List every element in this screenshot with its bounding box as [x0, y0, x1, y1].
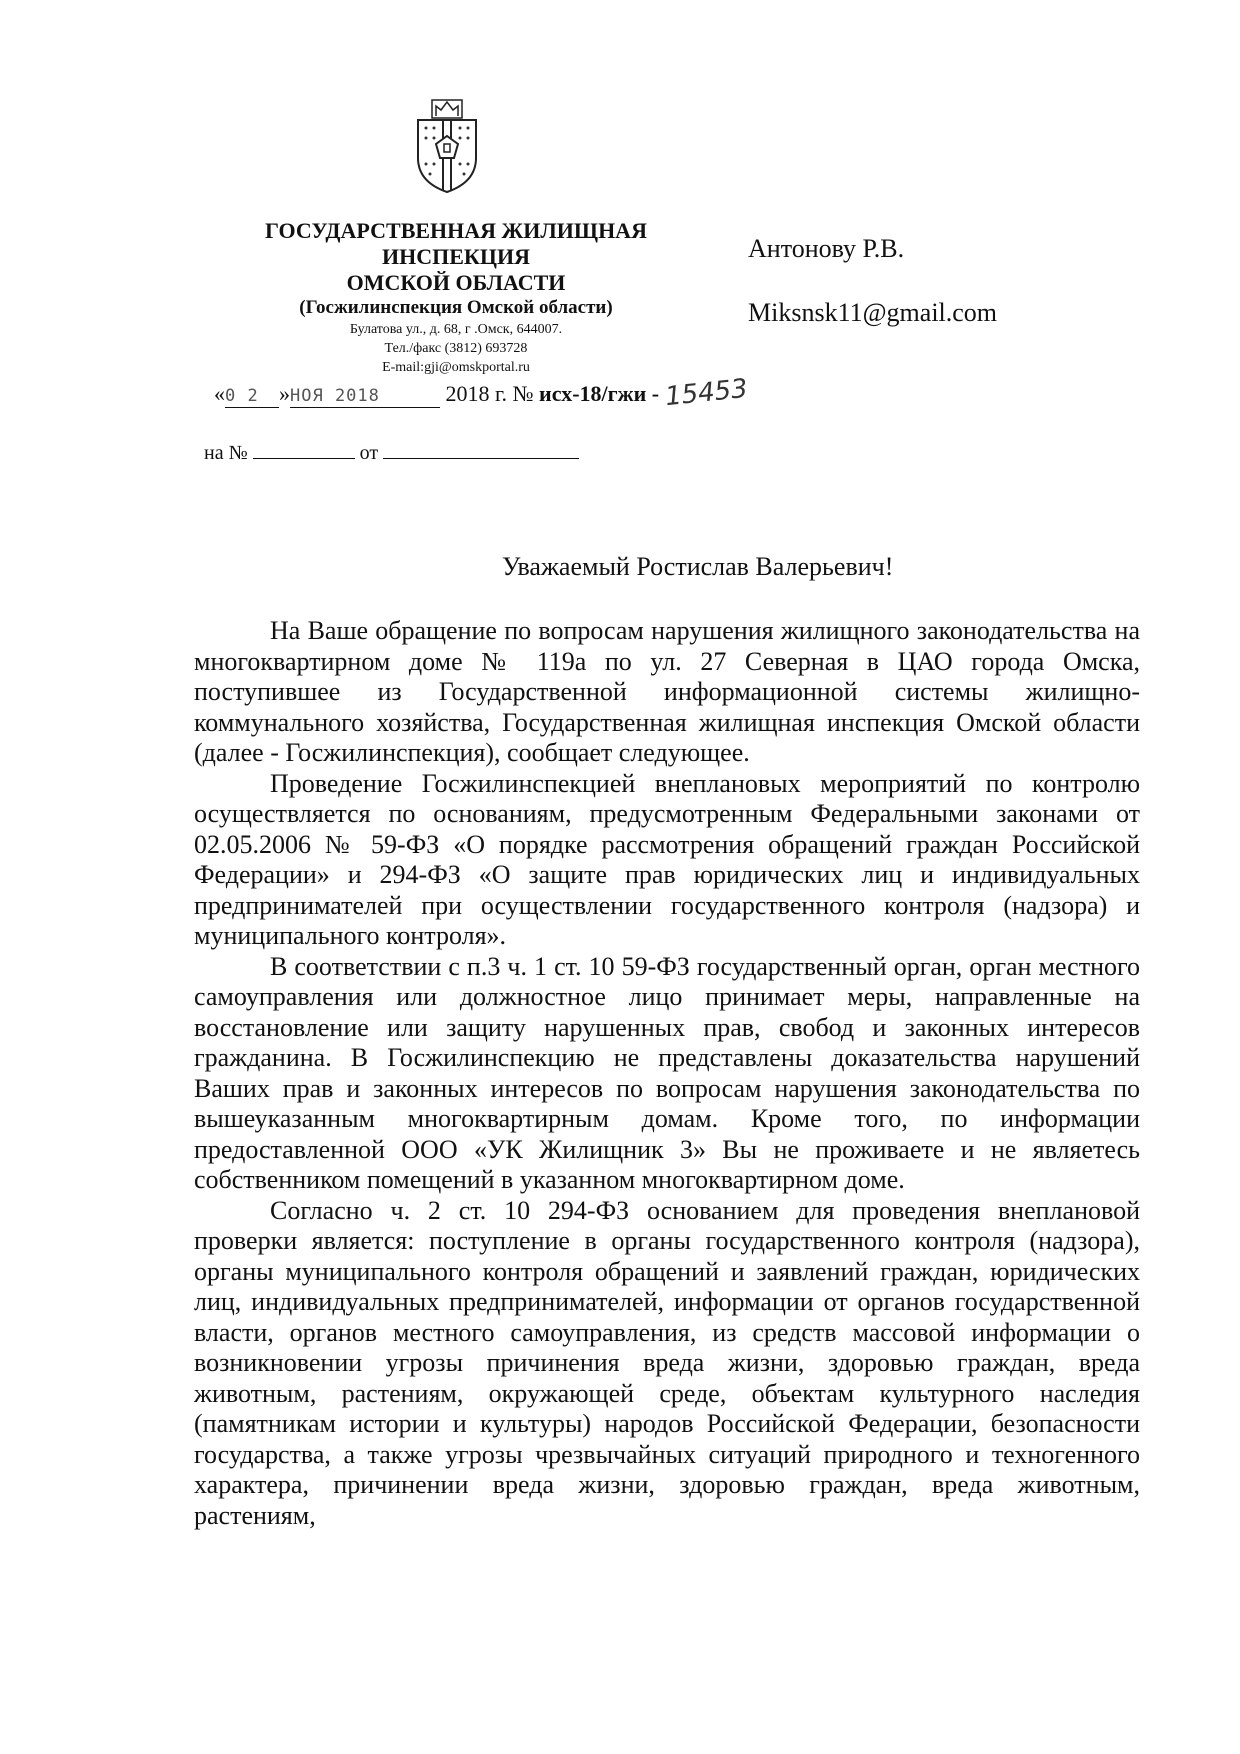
outgoing-year-label: 2018 г. № [445, 381, 534, 406]
organization-header [250, 218, 662, 320]
reference-number-blank [253, 458, 355, 459]
date-month-stamp: НОЯ 2018 [290, 386, 380, 406]
org-address: Булатова ул., д. 68, г .Омск, 644007. [349, 322, 563, 337]
close-quote: » [279, 381, 290, 406]
paragraph-2: Проведение Госжилинспекцией внеплановых мероприятий по контролю осуществляется по основаниям, предусмотренным Федеральными законами от 02.05.2006 № 59-ФЗ «О порядке рассмотрения обращений граждан Российской Федерации» и 294-ФЗ «О защите прав юридических лиц и индивидуальных предпринимателей при осуществлении государственного контроля (надзора) и муниципального контроля». [194, 768, 1140, 950]
recipient-name: Антонову Р.В. [748, 234, 905, 263]
outgoing-number-prefix: исх-18/гжи - [539, 381, 660, 406]
outgoing-date-number-line [214, 373, 749, 413]
recipient-email: Miksnsk11@gmail.com [748, 298, 998, 327]
greeting: Уважаемый Ростислав Валерьевич! [502, 552, 894, 581]
reference-line [204, 442, 579, 465]
org-name-line-1: ГОСУДАРСТВЕННАЯ ЖИЛИЩНАЯ [265, 218, 647, 243]
paragraph-3: В соответствии с п.3 ч. 1 ст. 10 59-ФЗ государственный орган, орган местного самоуправления или должностное лицо принимает меры, направленные на восстановление или защиту нарушенных прав, свобод и законных интересов гражданина. В Госжилинспекцию не представлены доказательства нарушений Ваших прав и законных интересов по вопросам нарушения законодательства по вышеуказанным многоквартирным домам. Кроме того, по информации предоставленной ООО «УК Жилищник 3» Вы не проживаете и не являетесь собственником помещений в указанном многоквартирном доме. [194, 951, 1140, 1194]
org-short-name: (Госжилинспекция Омской области) [299, 297, 613, 318]
handwritten-outgoing-number: 15453 [663, 373, 749, 413]
reference-date-blank [383, 458, 579, 459]
paragraph-1: На Ваше обращение по вопросам нарушения жилищного законодательства на многоквартирном доме № 119а по ул. 27 Северная в ЦАО города Омска, поступившее из Государственной информационной системы жилищно-коммунального хозяйства, Государственная жилищная инспекция Омской области (далее - Госжилинспекция), сообщает следующее. [194, 616, 1140, 767]
coat-of-arms-emblem [414, 98, 480, 194]
organization-contacts [250, 320, 662, 377]
date-day-stamp: 0 2 [225, 386, 259, 406]
open-quote: « [214, 381, 225, 406]
reference-from-label: от [359, 442, 379, 464]
org-email: E-mail:gji@omskportal.ru [382, 360, 530, 375]
letter-body [194, 616, 1140, 1531]
org-name-line-3: ОМСКОЙ ОБЛАСТИ [346, 270, 566, 295]
reference-number-label: на № [204, 442, 248, 464]
org-name-line-2: ИНСПЕКЦИЯ [382, 244, 530, 269]
paragraph-4: Согласно ч. 2 ст. 10 294-ФЗ основанием для проведения внеплановой проверки является: поступление в органы государственного контроля (надзора), органы муниципального контроля обращений и заявлений граждан, юридических лиц, индивидуальных предпринимателей, информации от органов государственной власти, органов местного самоуправления, из средств массовой информации о возникновении угрозы причинения вреда жизни, здоровью граждан, вреда животным, растениям, окружающей среде, объектам культурного наследия (памятникам истории и культуры) народов Российской Федерации, безопасности государства, а также угрозы чрезвычайных ситуаций природного и техногенного характера, причинении вреда жизни, здоровью граждан, вреда животным, растениям, [194, 1195, 1140, 1530]
org-phone: Тел./факс (3812) 693728 [384, 341, 528, 356]
